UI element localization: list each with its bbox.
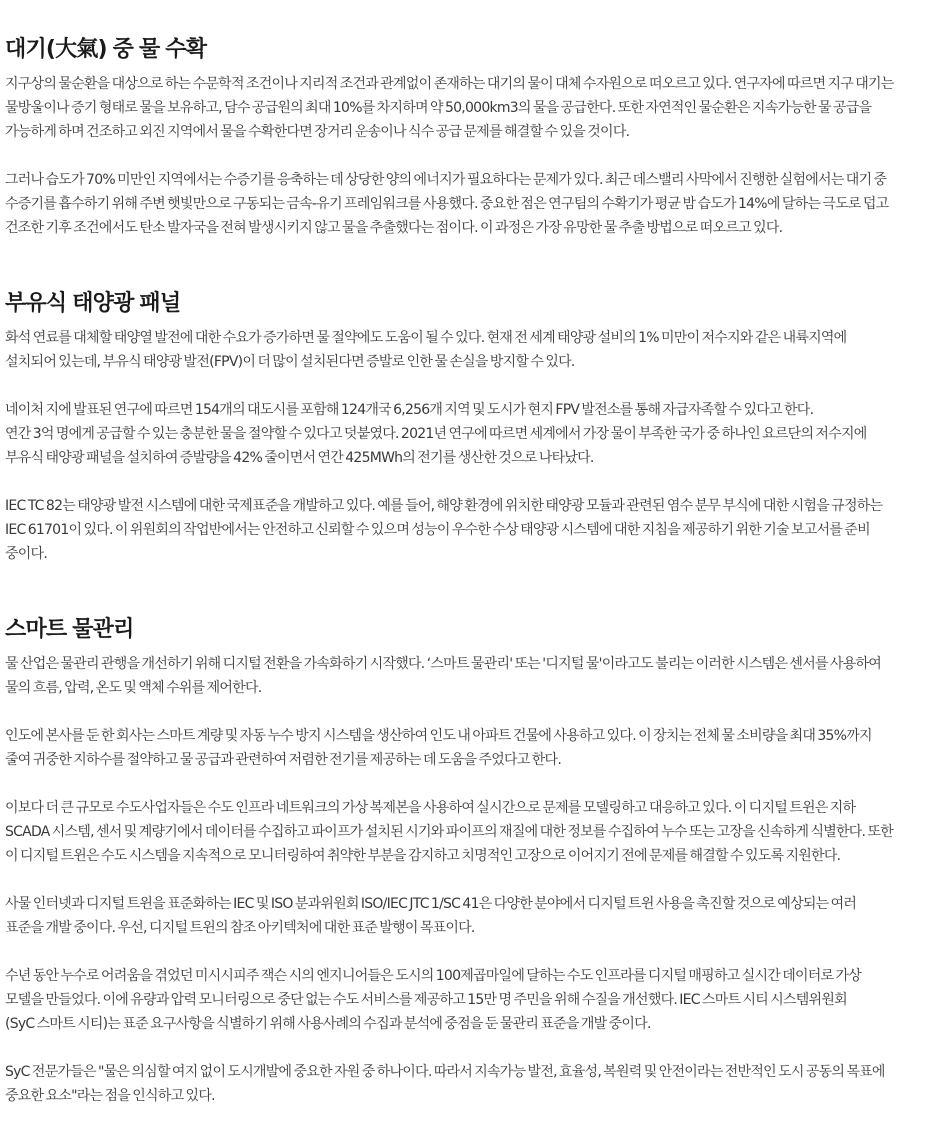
- paragraph: [5, 398, 945, 470]
- paragraph-line: 수증기를 흡수하기 위해 주변 햇빛만으로 구동되는 금속-유기 프레임워크를 사용했다. 중요한 점은 연구팀의 수확기가 평균 밤 습도가 14%에 달하는 극도로 덥고: [5, 196, 889, 212]
- paragraph: [5, 326, 945, 374]
- section-title: 스마트 물관리: [5, 617, 134, 642]
- paragraph-line: 화석 연료를 대체할 태양열 발전에 대한 수요가 증가하면 물 절약에도 도움이 될 수 있다. 현재 전 세계 태양광 설비의 1% 미만이 저수지와 같은 내륙지역에: [5, 330, 847, 346]
- section-atmospheric-water-harvesting: [5, 34, 945, 240]
- paragraph-line: 네이처 지에 발표된 연구에 따르면 154개의 대도시를 포함해 124개국 6,256개 지역 및 도시가 현지 FPV 발전소를 통해 자급자족할 수 있다고 한다.: [5, 402, 814, 418]
- paragraph: [5, 1060, 945, 1108]
- section-title: 대기(大氣) 중 물 수확: [5, 37, 207, 62]
- paragraph-line: IEC 61701이 있다. 이 위원회의 작업반에서는 안전하고 신뢰할 수 있으며 성능이 우수한 수상 태양광 시스템에 대한 지침을 제공하기 위한 기술 보고서를 준비: [5, 522, 870, 538]
- paragraph-line: SyC 전문가들은 "물은 의심할 여지 없이 도시개발에 중요한 자원 중 하나이다. 따라서 지속가능 발전, 효율성, 복원력 및 안전이라는 전반적인 도시 공동의 목표에: [5, 1064, 885, 1080]
- paragraph-line: 이보다 더 큰 규모로 수도사업자들은 수도 인프라 네트워크의 가상 복제본을 사용하여 실시간으로 문제를 모델링하고 대응하고 있다. 이 디지털 트윈은 지하: [5, 800, 856, 816]
- paragraph: [5, 494, 945, 566]
- paragraph: [5, 168, 945, 240]
- paragraph-line: 인도에 본사를 둔 한 회사는 스마트 계량 및 자동 누수 방지 시스템을 생산하여 인도 내 아파트 건물에 사용하고 있다. 이 장치는 전체 물 소비량을 최대 35%까지: [5, 728, 872, 744]
- paragraph-line: IEC TC 82는 태양광 발전 시스템에 대한 국제표준을 개발하고 있다. 예를 들어, 해양 환경에 위치한 태양광 모듈과 관련된 염수 분무 부식에 대한 시험을 규정하는: [5, 498, 883, 514]
- section-spacer: [5, 566, 945, 614]
- paragraph-line: 물방울이나 증기 형태로 물을 보유하고, 담수 공급원의 최대 10%를 차지하며 약 50,000km3의 물을 공급한다. 또한 자연적인 물순환은 지속가능한 물 공급을: [5, 100, 872, 116]
- paragraph-line: 사물 인터넷과 디지털 트윈을 표준화하는 IEC 및 ISO 분과위원회 ISO/IEC JTC 1/SC 41은 다양한 분야에서 디지털 트윈 사용을 촉진할 것으로 예상되는 여러: [5, 896, 857, 912]
- paragraph: [5, 964, 945, 1036]
- paragraph-line: 지구상의 물순환을 대상으로 하는 수문학적 조건이나 지리적 조건과 관계없이 존재하는 대기의 물이 대체 수자원으로 떠오르고 있다. 연구자에 따르면 지구 대기는: [5, 76, 894, 92]
- paragraph: [5, 652, 945, 700]
- paragraph: [5, 892, 945, 940]
- paragraph-line: SCADA 시스템, 센서 및 계량기에서 데이터를 수집하고 파이프가 설치된 시기와 파이프의 재질에 대한 정보를 수집하여 누수 또는 고장을 신속하게 식별한다. 또한: [5, 824, 893, 840]
- paragraph-line: 가능하게 하며 건조하고 외진 지역에서 물을 수확한다면 장거리 운송이나 식수 공급 문제를 해결할 수 있을 것이다.: [5, 124, 630, 140]
- paragraph-line: 중요한 요소"라는 점을 인식하고 있다.: [5, 1088, 215, 1104]
- paragraph-line: 부유식 태양광 패널을 설치하여 증발량을 42% 줄이면서 연간 425MWh의 전기를 생산한 것으로 나타났다.: [5, 450, 594, 466]
- paragraph-line: 물 산업은 물관리 관행을 개선하기 위해 디지털 전환을 가속화하기 시작했다. ‘스마트 물관리' 또는 '디지털 물'이라고도 불리는 이러한 시스템은 센서를 사용하여: [5, 656, 882, 672]
- section-floating-solar-panels: [5, 288, 945, 566]
- paragraph-line: 줄여 귀중한 지하수를 절약하고 물 공급과 관련하여 저렴한 전기를 제공하는 데 도움을 주었다고 한다.: [5, 752, 562, 768]
- paragraph-line: 설치되어 있는데, 부유식 태양광 발전(FPV)이 더 많이 설치된다면 증발로 인한 물 손실을 방지할 수 있다.: [5, 354, 575, 370]
- paragraph-line: 모델을 만들었다. 이에 유량과 압력 모니터링으로 중단 없는 수도 서비스를 제공하고 15만 명 주민을 위해 수질을 개선했다. IEC 스마트 시티 시스템위원회: [5, 992, 847, 1008]
- section-title: 부유식 태양광 패널: [5, 291, 181, 316]
- paragraph-line: (SyC 스마트 시티)는 표준 요구사항을 식별하기 위해 사용사례의 수집과 분석에 중점을 둔 물관리 표준을 개발 중이다.: [5, 1016, 651, 1032]
- paragraph-line: 그러나 습도가 70% 미만인 지역에서는 수증기를 응축하는 데 상당한 양의 에너지가 필요하다는 문제가 있다. 최근 데스밸리 사막에서 진행한 실험에서는 대기 중: [5, 172, 887, 188]
- paragraph-line: 건조한 기후 조건에서도 탄소 발자국을 전혀 발생시키지 않고 물을 추출했다는 점이다. 이 과정은 가장 유망한 물 추출 방법으로 떠오르고 있다.: [5, 220, 783, 236]
- paragraph-line: 중이다.: [5, 546, 48, 562]
- paragraph: [5, 724, 945, 772]
- paragraph-line: 표준을 개발 중이다. 우선, 디지털 트윈의 참조 아키텍처에 대한 표준 발행이 목표이다.: [5, 920, 475, 936]
- paragraph: [5, 72, 945, 144]
- paragraph-line: 이 디지털 트윈은 수도 시스템을 지속적으로 모니터링하여 취약한 부분을 감지하고 치명적인 고장으로 이어지기 전에 문제를 해결할 수 있도록 지원한다.: [5, 848, 841, 864]
- paragraph-line: 수년 동안 누수로 어려움을 겪었던 미시시피주 잭슨 시의 엔지니어들은 도시의 100제곱마일에 달하는 수도 인프라를 디지털 매핑하고 실시간 데이터로 가상: [5, 968, 862, 984]
- paragraph-line: 물의 흐름, 압력, 온도 및 액체 수위를 제어한다.: [5, 680, 262, 696]
- section-smart-water-management: [5, 614, 945, 1108]
- section-spacer: [5, 240, 945, 288]
- paragraph-line: 연간 3억 명에게 공급할 수 있는 충분한 물을 절약할 수 있다고 덧붙였다. 2021년 연구에 따르면 세계에서 가장 물이 부족한 국가 중 하나인 요르단의 저수지에: [5, 426, 867, 442]
- paragraph: [5, 796, 945, 868]
